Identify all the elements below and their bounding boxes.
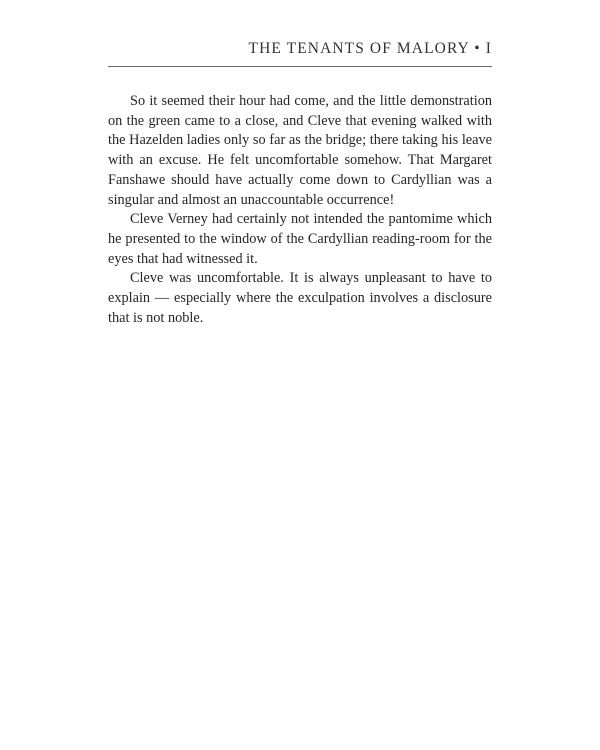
body-text: [108, 92, 492, 328]
running-header: THE TENANTS OF MALORY • I: [248, 40, 492, 57]
paragraph-2: Cleve Verney had certainly not intended the pantomime which he presented to the window of the Cardyllian reading-room for the eyes that had witnessed it.: [108, 211, 492, 267]
paragraph-1: So it seemed their hour had come, and the little demonstration on the green came to a close, and Cleve that evening walked with the Hazelden ladies only so far as the bridge; there taking his leave with an excuse. He felt uncomfortable somehow. That Margaret Fanshawe should have actually come down to Cardyllian was a singular and almost an unaccountable occurrence!: [108, 93, 492, 208]
header-rule: [108, 66, 492, 67]
paragraph-3: Cleve was uncomfortable. It is always unpleasant to have to explain — especially where the exculpation involves a disclosure that is not noble.: [108, 270, 492, 326]
